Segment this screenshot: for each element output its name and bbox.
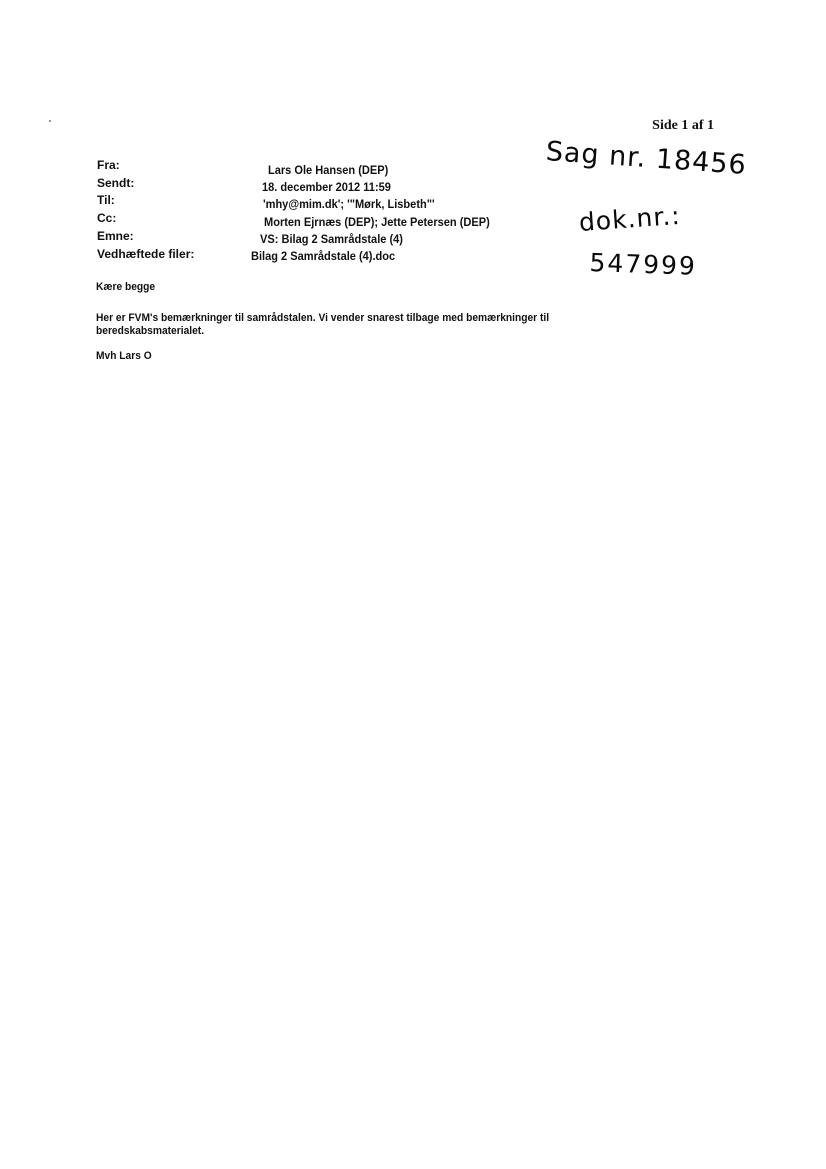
header-value-attachments: Bilag 2 Samrådstale (4).doc	[251, 249, 396, 263]
greeting: Kære begge	[96, 281, 156, 293]
header-label-cc: Cc:	[97, 211, 117, 225]
body-line-2: beredskabsmaterialet.	[96, 325, 205, 337]
header-value-from: Lars Ole Hansen (DEP)	[268, 163, 389, 177]
handwritten-doc-number: 547999	[588, 248, 698, 281]
signoff: Mvh Lars O	[96, 350, 152, 362]
header-value-subject: VS: Bilag 2 Samrådstale (4)	[260, 232, 403, 246]
handwritten-doc-label: dok.nr.:	[578, 200, 682, 237]
header-value-cc: Morten Ejrnæs (DEP); Jette Petersen (DEP)	[264, 215, 490, 229]
header-label-sent: Sendt:	[97, 176, 135, 190]
header-value-to: 'mhy@mim.dk'; '"Mørk, Lisbeth"'	[263, 197, 435, 211]
body-line-1: Her er FVM's bemærkninger til samrådstalen. Vi vender snarest tilbage med bemærkninger til	[96, 312, 550, 324]
header-value-sent: 18. december 2012 11:59	[262, 180, 391, 194]
handwritten-case-number: Sag nr. 18456	[544, 136, 748, 181]
scan-speck	[49, 120, 51, 122]
page-number: Side 1 af 1	[652, 118, 714, 133]
header-label-subject: Emne:	[97, 229, 134, 243]
header-label-attachments: Vedhæftede filer:	[97, 247, 195, 261]
header-label-from: Fra:	[97, 158, 120, 172]
header-label-to: Til:	[97, 193, 115, 207]
